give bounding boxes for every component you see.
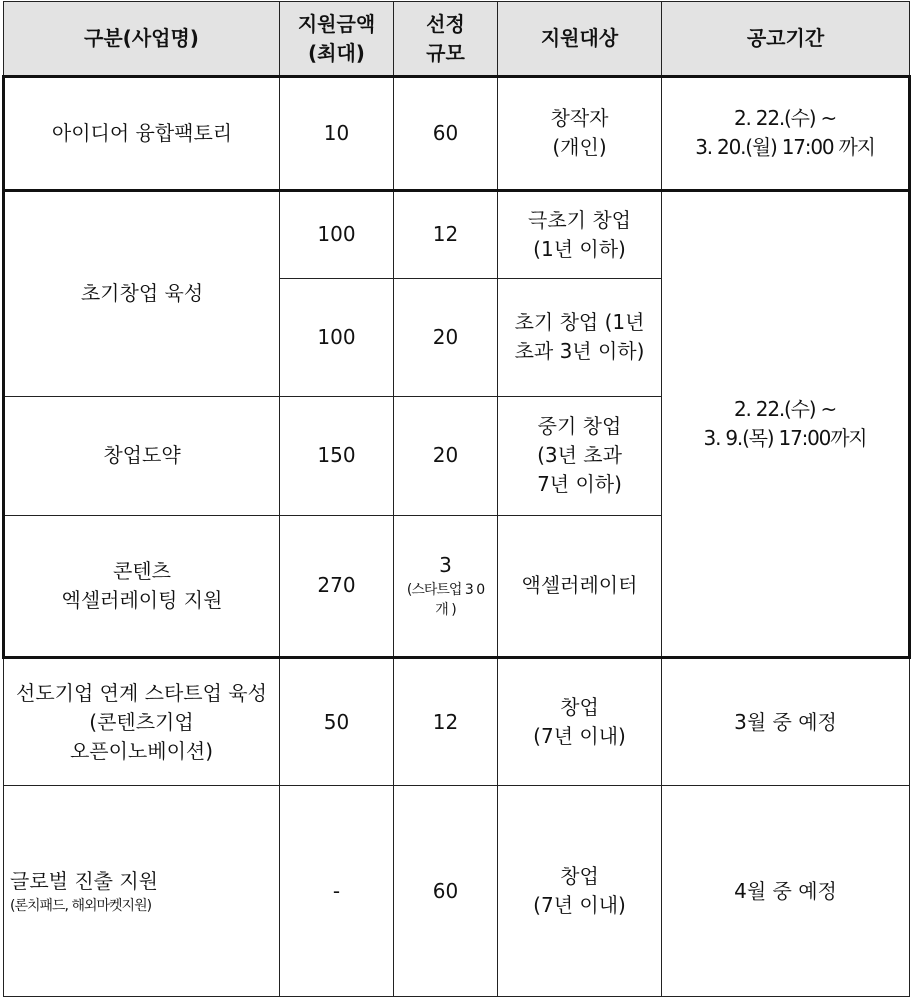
row1-amount: 10 bbox=[280, 77, 394, 190]
row6-name bbox=[4, 786, 280, 997]
row4-target: 액셀러레이터 bbox=[498, 515, 662, 657]
header-scale bbox=[394, 2, 498, 77]
row4-name-line2: 엑셀러레이팅 지원 bbox=[61, 587, 223, 612]
row5-target bbox=[498, 657, 662, 785]
header-target: 지원대상 bbox=[498, 2, 662, 77]
row2-period-line1: 2. 22.(수) ~ bbox=[733, 396, 837, 421]
row1-target-line1: 창작자 bbox=[550, 106, 609, 131]
row6-target-line1: 창업 bbox=[560, 864, 599, 889]
row2a-target-line2: (1년 이하) bbox=[533, 236, 626, 261]
row2b-amount: 100 bbox=[280, 278, 394, 396]
row1-target bbox=[498, 77, 662, 190]
row1-name: 아이디어 융합팩토리 bbox=[4, 77, 280, 190]
row3-target-line1: 중기 창업 bbox=[537, 414, 622, 439]
row1-scale: 60 bbox=[394, 77, 498, 190]
row2a-scale: 12 bbox=[394, 190, 498, 278]
row5-amount: 50 bbox=[280, 657, 394, 785]
row5-period: 3월 중 예정 bbox=[662, 657, 910, 785]
row2a-target bbox=[498, 190, 662, 278]
header-program-name: 구분(사업명) bbox=[4, 2, 280, 77]
support-program-table bbox=[2, 1, 911, 997]
row3-name: 창업도약 bbox=[4, 397, 280, 515]
header-amount bbox=[280, 2, 394, 77]
row6-scale: 60 bbox=[394, 786, 498, 997]
table-row bbox=[4, 77, 910, 190]
header-amount-line1: 지원금액 bbox=[297, 11, 376, 36]
row1-period-line1: 2. 22.(수) ~ bbox=[733, 106, 837, 131]
row3-target-line2: (3년 초과 bbox=[537, 443, 622, 468]
row4-scale-line2: (스타트업 3 0 bbox=[406, 581, 485, 598]
row4-name-line1: 콘텐츠 bbox=[113, 558, 171, 583]
header-scale-line1: 선정 bbox=[426, 11, 465, 36]
header-scale-line2: 규모 bbox=[426, 40, 465, 65]
row3-target-line3: 7년 이하) bbox=[537, 472, 622, 497]
header-period: 공고기간 bbox=[662, 2, 910, 77]
row2b-target: 초기 창업 (1년 초과 3년 이하) bbox=[498, 278, 662, 396]
row4-scale bbox=[394, 515, 498, 657]
row4-scale-line3: 개 ) bbox=[435, 602, 456, 619]
row1-period bbox=[662, 77, 910, 190]
row2-name: 초기창업 육성 bbox=[4, 190, 280, 397]
row5-name bbox=[4, 657, 280, 785]
row6-name-line1: 글로벌 진출 지원 bbox=[10, 868, 158, 893]
row4-scale-line1: 3 bbox=[439, 552, 452, 577]
row5-name-line1: 선도기업 연계 스타트업 육성 bbox=[16, 680, 267, 705]
row6-target-line2: (7년 이내) bbox=[533, 893, 626, 918]
table-row bbox=[4, 190, 910, 278]
row5-scale: 12 bbox=[394, 657, 498, 785]
row2a-target-line1: 극초기 창업 bbox=[528, 207, 631, 232]
row5-name-line2: (콘텐츠기업 bbox=[89, 709, 194, 734]
row3-amount: 150 bbox=[280, 397, 394, 515]
row1-target-line2: (개인) bbox=[552, 135, 607, 160]
row2b-scale: 20 bbox=[394, 278, 498, 396]
header-amount-line2: (최대) bbox=[308, 40, 365, 65]
row6-name-line2: (론치패드, 해외마켓지원) bbox=[10, 897, 152, 914]
row3-target bbox=[498, 397, 662, 515]
row4-name bbox=[4, 515, 280, 657]
row5-target-line1: 창업 bbox=[560, 695, 599, 720]
row6-period: 4월 중 예정 bbox=[662, 786, 910, 997]
row6-target bbox=[498, 786, 662, 997]
header-row bbox=[4, 2, 910, 77]
row3-scale: 20 bbox=[394, 397, 498, 515]
row2-period-line2: 3. 9.(목) 17:00까지 bbox=[703, 425, 867, 450]
row1-period-line2: 3. 20.(월) 17:00 까지 bbox=[695, 135, 875, 160]
table-row bbox=[4, 657, 910, 785]
row5-target-line2: (7년 이내) bbox=[533, 724, 626, 749]
table-row bbox=[4, 786, 910, 997]
row5-name-line3: 오픈이노베이션) bbox=[69, 738, 214, 763]
row4-amount: 270 bbox=[280, 515, 394, 657]
row6-amount: - bbox=[280, 786, 394, 997]
row2-period bbox=[662, 190, 910, 657]
row2a-amount: 100 bbox=[280, 190, 394, 278]
